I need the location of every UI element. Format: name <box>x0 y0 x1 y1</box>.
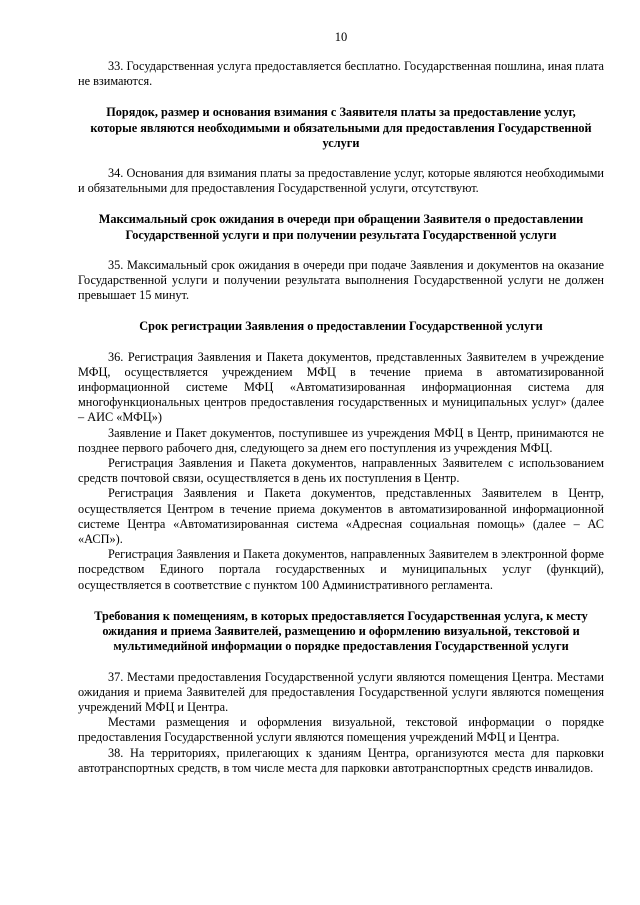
page-number: 10 <box>334 30 348 44</box>
paragraph-37: 37. Местами предоставления Государственной услуги являются помещения Центра. Местами ожидания и приема Заявителей для предоставления Государственной услуги являются помещения учреждений МФЦ и Центра. <box>78 669 604 714</box>
document-body <box>78 59 604 776</box>
heading-max-wait-time: Максимальный срок ожидания в очереди при обращении Заявителя о предоставлении Государственной услуги и при получении результата Государственной услуги <box>98 212 584 242</box>
paragraph-36-electronic: Регистрация Заявления и Пакета документов, направленных Заявителем в электронной форме посредством Единого портала государственных и муниципальных услуг (функций), осуществляется в соответствие с пунктом 100 Административного регламента. <box>78 547 604 592</box>
paragraph-33: 33. Государственная услуга предоставляется бесплатно. Государственная пошлина, иная плата не взимаются. <box>78 59 604 89</box>
heading-payment-procedure: Порядок, размер и основания взимания с Заявителя платы за предоставление услуг, которые являются необходимыми и обязательными для предоставления Государственной услуги <box>90 105 592 150</box>
heading-premises-requirements: Требования к помещениям, в которых предоставляется Государственная услуга, к месту ожидания и приема Заявителей, размещению и оформлению визуальной, текстовой и мультимедийной информации о порядке предоставления Государственной услуги <box>94 608 588 654</box>
paragraph-38: 38. На территориях, прилегающих к зданиям Центра, организуются места для парковки автотранспортных средств, в том числе места для парковки автотранспортных средств инвалидов. <box>78 745 604 775</box>
paragraph-36: 36. Регистрация Заявления и Пакета документов, представленных Заявителем в учреждение МФЦ, осуществляется учреждением МФЦ в течение приема в автоматизированной информационной системе МФЦ «Автоматизированная информационная система для многофункциональных центров предоставления государственных и муниципальных услуг» (далее – АИС «МФЦ») <box>78 349 604 425</box>
paragraph-37-info-placement: Местами размещения и оформления визуальной, текстовой информации о порядке предоставления Государственной услуги являются помещения учреждений МФЦ и Центра. <box>78 715 604 745</box>
heading-registration-term: Срок регистрации Заявления о предоставлении Государственной услуги <box>139 319 543 334</box>
paragraph-35: 35. Максимальный срок ожидания в очереди при подаче Заявления и документов на оказание Государственной услуги и получении результата выполнения Государственной услуги не должен превышает 15 минут. <box>78 257 604 303</box>
paragraph-34: 34. Основания для взимания платы за предоставление услуг, которые являются необходимыми и обязательными для предоставления Государственной услуги, отсутствуют. <box>78 166 604 196</box>
paragraph-36-center: Регистрация Заявления и Пакета документов, представленных Заявителем в Центр, осуществляется Центром в течение приема документов в автоматизированной информационной системе Центра «Автоматизированная система «Адресная социальная помощь» (далее – АС «АСП»). <box>78 486 604 547</box>
paragraph-36-postal: Регистрация Заявления и Пакета документов, направленных Заявителем с использованием средств почтовой связи, осуществляется в день их поступления в Центр. <box>78 456 604 486</box>
paragraph-36-mfc-transfer: Заявление и Пакет документов, поступившее из учреждения МФЦ в Центр, принимаются не позднее первого рабочего дня, следующего за днем его поступления из учреждения МФЦ. <box>78 425 604 455</box>
